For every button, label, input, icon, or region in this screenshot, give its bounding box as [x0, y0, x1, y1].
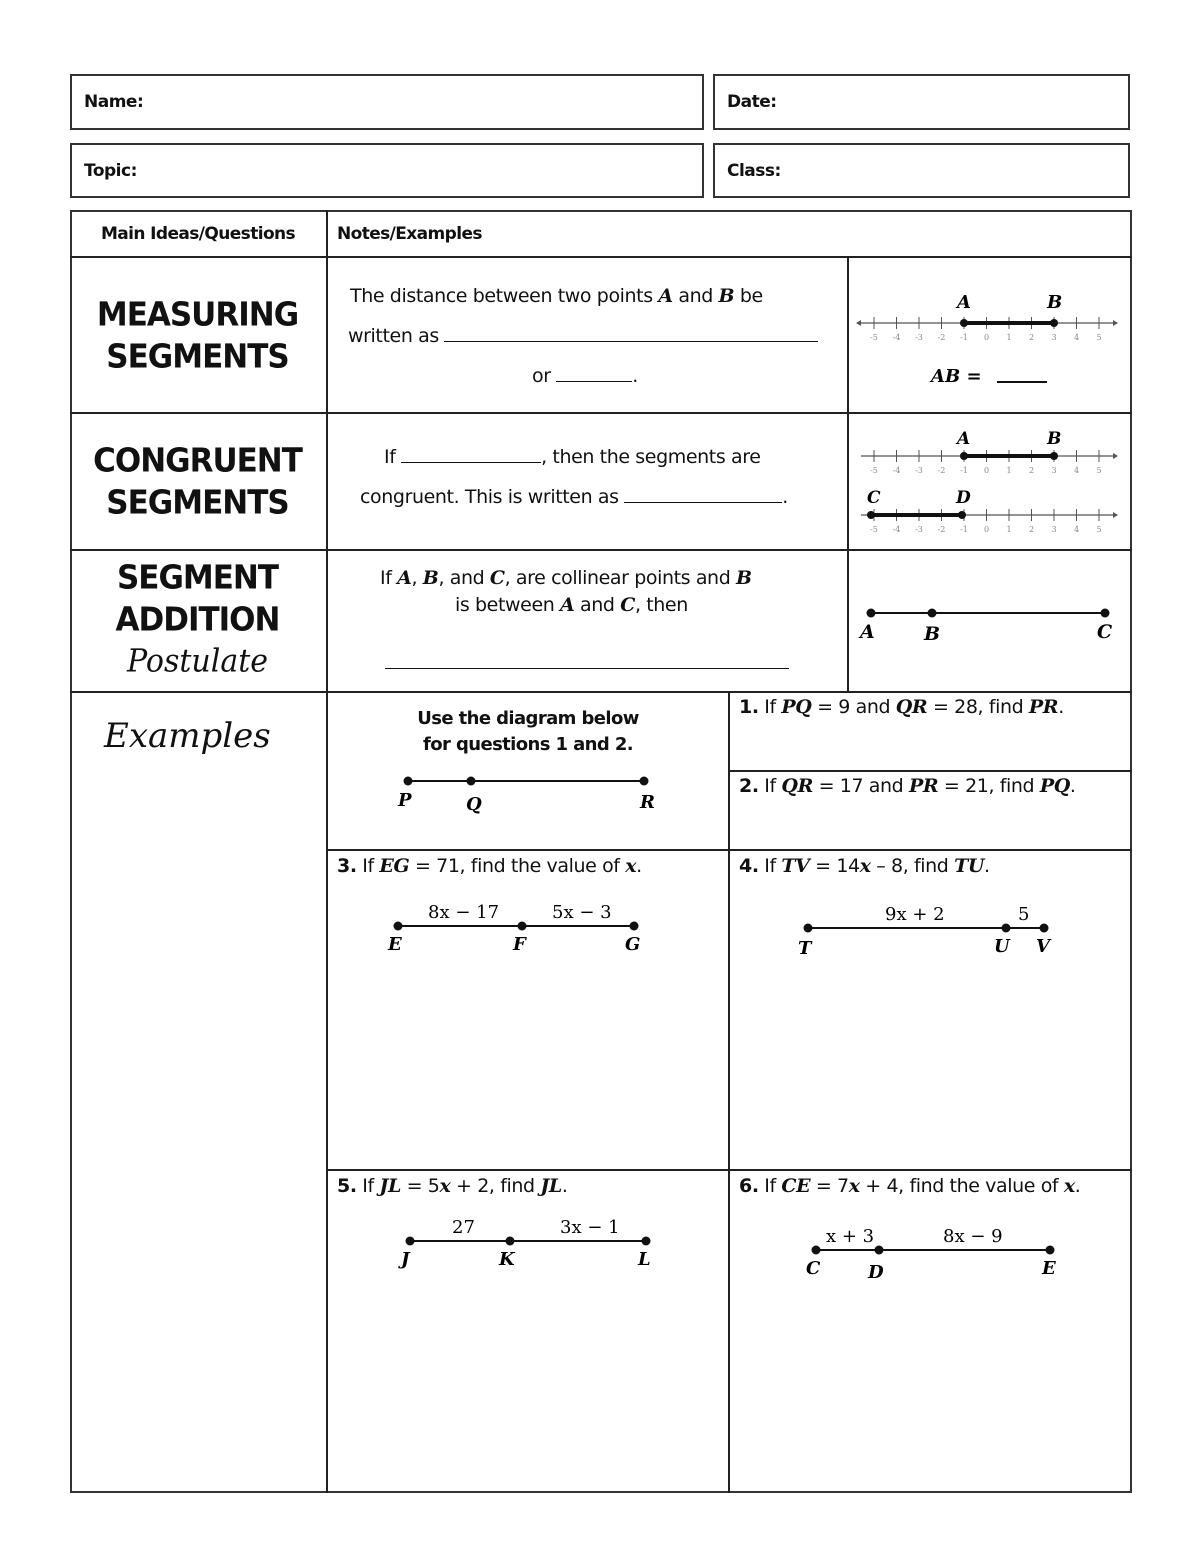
tick-label: 4 [1073, 466, 1080, 475]
main-ideas-header: Main Ideas/Questions [100, 224, 296, 244]
q3-t2: = 71, find the value of [409, 855, 626, 877]
label-a: A [957, 429, 971, 449]
point-u [1002, 924, 1011, 933]
label-c: C [1097, 621, 1113, 643]
examples-row-divider-1 [326, 849, 1132, 851]
measuring-title-line1: MEASURING [96, 296, 299, 334]
measuring-blank-2[interactable] [556, 381, 632, 382]
label-b: B [1047, 429, 1062, 449]
addition-sep2: , and [438, 567, 490, 589]
var-b2: B [736, 567, 752, 589]
congruent-text-then: , then the segments are [541, 446, 761, 468]
point-q [467, 777, 476, 786]
measuring-text-line3 [532, 356, 638, 396]
q2-number: 2. [739, 775, 759, 797]
q5-v3: JL [540, 1175, 562, 1197]
measuring-text-and: and [672, 285, 719, 307]
addition-text-if: If [380, 567, 398, 589]
measuring-period: . [632, 365, 638, 387]
q1-v2: QR [895, 696, 928, 718]
label-k: K [499, 1249, 515, 1270]
tick-label: -5 [870, 466, 878, 475]
q3-v1: EG [379, 855, 410, 877]
question-4 [739, 855, 990, 877]
question-5 [337, 1175, 568, 1197]
tick-label: 1 [1006, 466, 1012, 475]
tick-label: 2 [1028, 466, 1035, 475]
use-diagram-line1: Use the diagram below [417, 708, 639, 729]
tick-label: -2 [937, 525, 946, 534]
tick-label: -3 [915, 525, 923, 534]
label-g: G [625, 934, 641, 955]
addition-sep1: , [411, 567, 423, 589]
addition-text-then: , then [634, 594, 688, 616]
tick-label: -4 [892, 333, 901, 342]
tick-label: 2 [1028, 333, 1035, 342]
notes-header: Notes/Examples [337, 224, 482, 244]
point-f [518, 922, 527, 931]
q2-t2: = 17 and [812, 775, 909, 797]
point-a [960, 319, 968, 327]
question-2 [739, 775, 1076, 797]
label-r: R [640, 792, 655, 813]
addition-text-between: is between [455, 594, 561, 616]
point-t [804, 924, 813, 933]
label-p: P [398, 790, 412, 811]
point-d [875, 1246, 884, 1255]
q5-t3: + 2, find [450, 1175, 541, 1197]
point-a [867, 609, 876, 618]
tick-label: 2 [1028, 525, 1035, 534]
label-j: J [401, 1249, 410, 1270]
tick-label: 5 [1096, 333, 1102, 342]
addition-title-line3: Postulate [126, 643, 269, 680]
q1-t2: = 9 and [811, 696, 896, 718]
var-b: B [718, 285, 735, 307]
var-c: C [489, 567, 505, 589]
pqr-diagram [390, 768, 660, 818]
tick-label: -5 [870, 333, 878, 342]
q6-v2: x [848, 1175, 860, 1197]
q3-t3: . [636, 855, 642, 877]
axis-arrow-1 [1113, 453, 1118, 459]
label-t: T [798, 938, 812, 959]
column-divider [326, 210, 328, 1493]
label-c: C [806, 1258, 821, 1279]
q5-number: 5. [337, 1175, 357, 1197]
point-r [640, 777, 649, 786]
axis-arrow-2 [1113, 512, 1118, 518]
q1-number: 1. [739, 696, 759, 718]
tick-label: 5 [1096, 466, 1102, 475]
tick-label: -2 [937, 466, 946, 475]
tick-label: -1 [960, 525, 968, 534]
q5-seg2-label: 3x − 1 [560, 1217, 620, 1238]
congruent-blank-1[interactable] [401, 462, 541, 463]
point-b [928, 609, 937, 618]
addition-text-and: and [574, 594, 621, 616]
tick-label: 0 [983, 333, 990, 342]
q4-t3: – 8, find [870, 855, 955, 877]
name-label: Name: [84, 92, 144, 112]
q5-t1: If [356, 1175, 380, 1197]
var-a: A [397, 567, 412, 589]
q5-v2: x [439, 1175, 451, 1197]
tick-label: 1 [1006, 333, 1012, 342]
topic-field[interactable] [70, 143, 704, 198]
tick-label: -4 [892, 466, 901, 475]
tick-label: 3 [1051, 525, 1057, 534]
class-field[interactable] [713, 143, 1130, 198]
q6-seg2-label: 8x − 9 [943, 1226, 1003, 1247]
q4-seg1-label: 9x + 2 [885, 904, 945, 925]
tick-label: 4 [1073, 333, 1080, 342]
point-d [958, 511, 966, 519]
q6-v1: CE [781, 1175, 811, 1197]
examples-mid-divider [728, 691, 730, 1493]
point-e [1046, 1246, 1055, 1255]
label-c: C [867, 488, 881, 508]
question-1 [739, 696, 1064, 718]
congruent-period: . [782, 486, 788, 508]
q5-t2: = 5 [400, 1175, 440, 1197]
q6-v3: x [1063, 1175, 1075, 1197]
measuring-text-a: The distance between two points [350, 285, 659, 307]
point-b [1050, 319, 1058, 327]
q1-q2-divider [728, 770, 1132, 772]
point-c [1101, 609, 1110, 618]
q6-t4: . [1074, 1175, 1081, 1197]
q4-v1: TV [781, 855, 810, 877]
tick-label: 0 [983, 525, 990, 534]
congruent-text-line1 [384, 437, 761, 477]
q4-v2: x [859, 855, 871, 877]
q4-number: 4. [739, 855, 759, 877]
tick-label: 0 [983, 466, 990, 475]
q1-v1: PQ [781, 696, 812, 718]
q1-t4: . [1058, 696, 1064, 718]
q1-t1: If [758, 696, 782, 718]
tick-label: -3 [915, 466, 923, 475]
congruent-title [70, 440, 325, 524]
measuring-title [70, 294, 325, 378]
use-diagram-line2: for questions 1 and 2. [423, 734, 633, 755]
label-q: Q [466, 794, 482, 815]
point-v [1040, 924, 1049, 933]
var-c2: C [620, 594, 635, 616]
q4-seg2-label: 5 [1018, 904, 1030, 925]
q3-number: 3. [337, 855, 357, 877]
q2-v3: PQ [1039, 775, 1070, 797]
measuring-number-line [849, 258, 1129, 408]
addition-title-line2: ADDITION [115, 601, 280, 639]
q4-t1: If [758, 855, 782, 877]
ab-equals: AB = [931, 366, 982, 387]
point-j [406, 1237, 415, 1246]
tick-label: -4 [892, 525, 901, 534]
measuring-text-written: written as [348, 325, 445, 347]
addition-diagram [849, 551, 1129, 689]
label-d: D [868, 1262, 884, 1282]
q2-v2: PR [908, 775, 939, 797]
q5-v1: JL [379, 1175, 401, 1197]
tick-label: -3 [915, 333, 923, 342]
measuring-text-or: or [532, 365, 557, 387]
congruent-blank-2[interactable] [624, 502, 782, 503]
label-d: D [956, 488, 971, 508]
tick-label: 1 [1006, 525, 1012, 534]
q2-t3: = 21, find [938, 775, 1040, 797]
label-b: B [924, 623, 941, 645]
label-e: E [388, 934, 402, 955]
q1-v3: PR [1028, 696, 1059, 718]
q4-t2: = 14 [809, 855, 860, 877]
label-e: E [1042, 1258, 1056, 1279]
addition-text-line2 [455, 592, 688, 618]
q4-diagram [790, 900, 1070, 960]
q2-t4: . [1069, 775, 1076, 797]
measuring-blank-1[interactable] [444, 341, 818, 342]
tick-label: 5 [1096, 525, 1102, 534]
addition-title [70, 557, 325, 683]
measuring-text-line1 [350, 276, 763, 316]
question-3 [337, 855, 642, 877]
tick-label: 4 [1073, 525, 1080, 534]
use-diagram-instructions [328, 706, 728, 758]
point-a [960, 452, 968, 460]
var-b: B [422, 567, 439, 589]
q3-seg1-label: 8x − 17 [428, 902, 500, 923]
measuring-text-be: be [734, 285, 763, 307]
date-label: Date: [727, 92, 777, 112]
examples-title: Examples [104, 716, 271, 756]
q1-t3: = 28, find [927, 696, 1029, 718]
addition-title-line1: SEGMENT [116, 559, 279, 597]
congruent-text-line2 [360, 477, 788, 517]
label-v: V [1036, 936, 1050, 957]
point-l [642, 1237, 651, 1246]
q5-t4: . [561, 1175, 568, 1197]
congruent-text-if: If [384, 446, 402, 468]
q6-t1: If [758, 1175, 782, 1197]
addition-blank[interactable] [385, 668, 789, 669]
var-a2: A [560, 594, 575, 616]
q5-diagram [392, 1213, 672, 1273]
question-6 [739, 1175, 1080, 1197]
tick-label: -2 [937, 333, 946, 342]
var-a: A [658, 285, 673, 307]
point-b [1050, 452, 1058, 460]
q6-diagram [798, 1222, 1078, 1282]
date-field[interactable] [713, 74, 1130, 130]
row-divider-3 [70, 691, 1132, 693]
q6-t2: = 7 [810, 1175, 849, 1197]
point-c [812, 1246, 821, 1255]
q3-t1: If [356, 855, 380, 877]
examples-row-divider-2 [326, 1169, 1132, 1171]
name-field[interactable] [70, 74, 704, 130]
axis-arrow-left [856, 320, 861, 326]
tick-label: 3 [1051, 333, 1057, 342]
label-b: B [1047, 292, 1063, 313]
tick-label: 3 [1051, 466, 1057, 475]
point-e [394, 922, 403, 931]
q4-v3: TU [954, 855, 985, 877]
tick-label: -1 [960, 466, 968, 475]
congruent-title-line1: CONGRUENT [93, 442, 302, 480]
axis-ticks-2 [870, 509, 1101, 534]
q6-number: 6. [739, 1175, 759, 1197]
q3-diagram [380, 898, 660, 958]
topic-label: Topic: [84, 160, 137, 181]
point-c [867, 511, 875, 519]
q6-t3: + 4, find the value of [859, 1175, 1064, 1197]
q2-v1: QR [781, 775, 813, 797]
measuring-text-line2 [348, 316, 818, 356]
label-a: A [860, 621, 875, 643]
q5-seg1-label: 27 [452, 1217, 475, 1238]
addition-text-collinear: , are collinear points and [504, 567, 736, 589]
measuring-title-line2: SEGMENTS [106, 338, 289, 376]
tick-label: -5 [870, 525, 878, 534]
tick-label: -1 [960, 333, 968, 342]
q6-seg1-label: x + 3 [826, 1226, 875, 1247]
q2-t1: If [758, 775, 782, 797]
congruent-number-lines [849, 414, 1129, 548]
label-u: U [994, 936, 1010, 957]
label-a: A [957, 292, 971, 313]
congruent-title-line2: SEGMENTS [106, 484, 289, 522]
congruent-text-written: congruent. This is written as [360, 486, 625, 508]
label-f: F [513, 934, 526, 955]
addition-text-line1 [380, 565, 752, 591]
axis-ticks [870, 317, 1101, 342]
point-k [506, 1237, 515, 1246]
class-label: Class: [727, 160, 781, 181]
axis-ticks-1 [870, 450, 1101, 475]
point-g [630, 922, 639, 931]
label-l: L [638, 1249, 651, 1270]
q4-t4: . [984, 855, 990, 877]
point-p [404, 777, 413, 786]
q3-seg2-label: 5x − 3 [552, 902, 612, 923]
q3-v2: x [625, 855, 637, 877]
axis-arrow-right [1113, 320, 1118, 326]
